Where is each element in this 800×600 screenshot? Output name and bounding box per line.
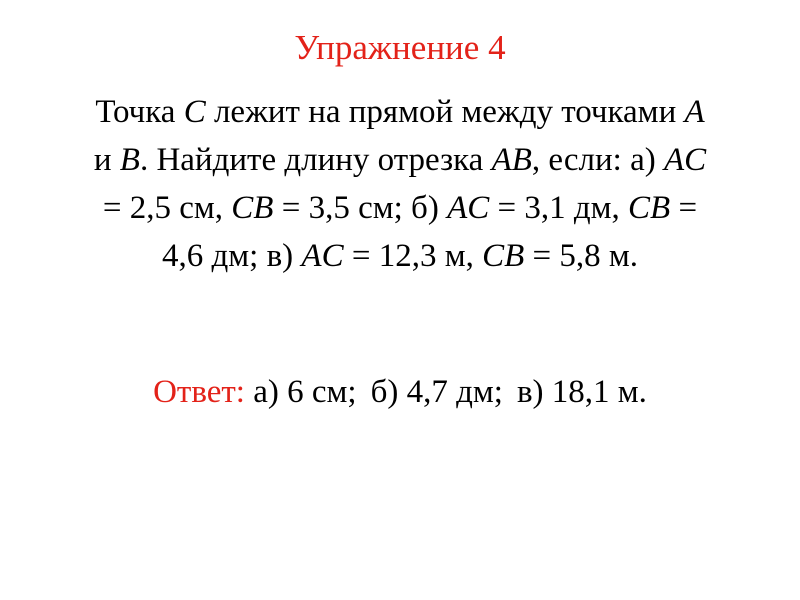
problem-statement — [28, 88, 772, 280]
segment-cb-label: CB — [628, 190, 671, 226]
problem-text: = 12,3 м, — [343, 238, 483, 274]
problem-text: = 5,8 м. — [524, 238, 638, 274]
answer-part-b: б) 4,7 дм; — [370, 374, 503, 410]
segment-ac-label: AC — [301, 238, 344, 274]
segment-cb-label: CB — [482, 238, 525, 274]
answer-line — [0, 370, 800, 414]
point-c-label: C — [183, 94, 206, 130]
problem-text: , если: а) — [531, 142, 664, 178]
problem-text: . Найдите длину отрезка — [139, 142, 492, 178]
problem-text: = 3,1 дм, — [489, 190, 629, 226]
point-b-label: B — [119, 142, 140, 178]
segment-cb-label: CB — [231, 190, 274, 226]
segment-ab-label: AB — [491, 142, 532, 178]
answer-part-c: в) 18,1 м. — [516, 374, 647, 410]
problem-text: 4,6 дм; в) — [161, 238, 302, 274]
problem-text: = — [670, 190, 698, 226]
exercise-title: Упражнение 4 — [294, 28, 506, 67]
segment-ac-label: AC — [663, 142, 707, 178]
segment-ac-label: AC — [447, 190, 490, 226]
problem-text: и — [93, 142, 120, 178]
problem-text: = 3,5 см; б) — [273, 190, 448, 226]
problem-text: Точка — [95, 94, 184, 130]
point-a-label: A — [684, 94, 705, 130]
problem-text: = 2,5 см, — [102, 190, 232, 226]
answer-label: Ответ: — [153, 374, 245, 410]
answer-part-a: а) 6 см; — [253, 374, 357, 410]
problem-text: лежит на прямой между точками — [205, 94, 685, 130]
